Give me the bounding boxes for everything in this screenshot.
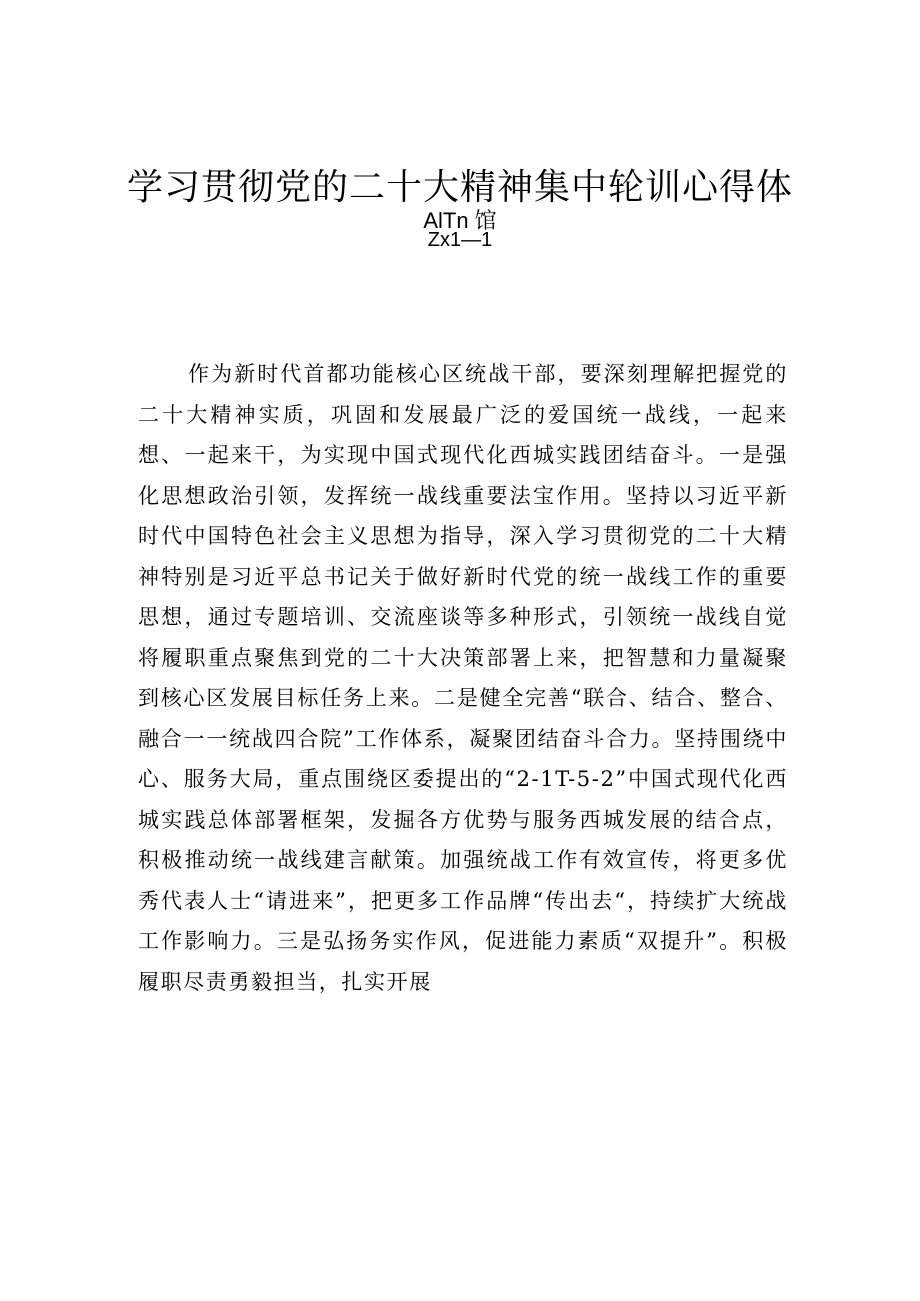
document-subtitle-code: Zx1—1 xyxy=(427,229,493,251)
body-paragraph: 作为新时代首都功能核心区统战干部，要深刻理解把握党的二十大精神实质，巩固和发展最广泛的爱国统一战线，一起来想、一起来干，为实现中国式现代化西城实践团结奋斗。一是强化思想政治引领，发挥统一战线重要法宝作用。坚持以习近平新时代中国特色社会主义思想为指导，深入学习贯彻党的二十大精神特别是习近平总书记关于做好新时代党的统一战线工作的重要思想，通过专题培训、交流座谈等多种形式，引领统一战线自觉将履职重点聚焦到党的二十大决策部署上来，把智慧和力量凝聚到核心区发展目标任务上来。二是健全完善“联合、结合、整合、融合一一统战四合院”工作体系，凝聚团结奋斗合力。坚持围绕中心、服务大局，重点围绕区委提出的“2-1T-5-2”中国式现代化西城实践总体部署框架，发掘各方优势与服务西城发展的结合点，积极推动统一战线建言献策。加强统战工作有效宣传，将更多优秀代表人士“请进来”，把更多工作品牌“传出去“，持续扩大统战工作影响力。三是弘扬务实作风，促进能力素质“双提升”。积极履职尽责勇毅担当，扎实开展 xyxy=(138,362,788,994)
document-title: 学习贯彻党的二十大精神集中轮训心得体 xyxy=(126,167,793,208)
document-subtitle: AlTn 馆 xyxy=(423,208,497,233)
